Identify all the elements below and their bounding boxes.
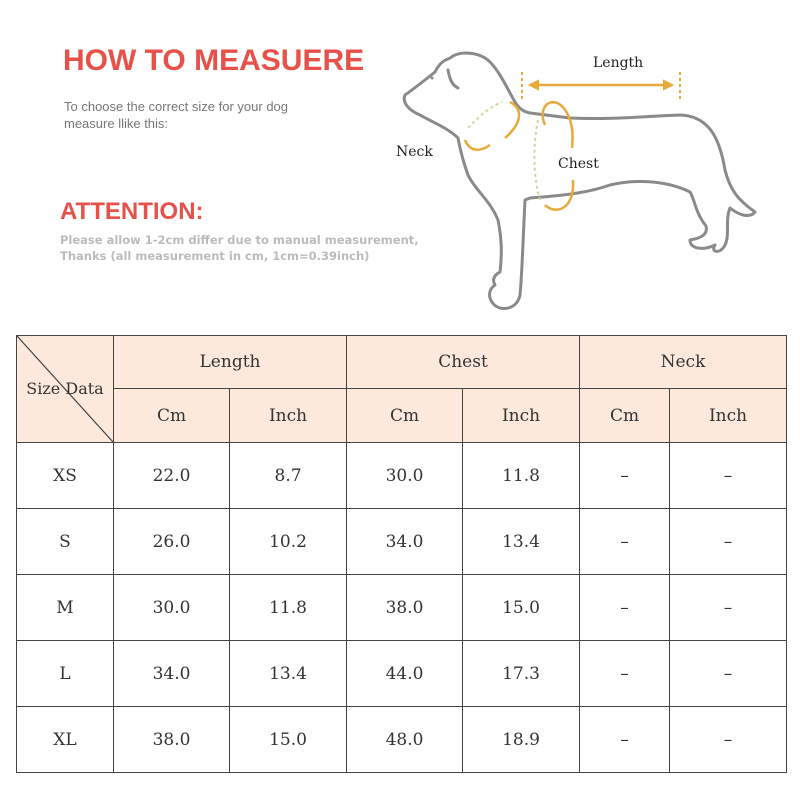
value-cell: – bbox=[670, 443, 787, 509]
header-row-units bbox=[17, 389, 787, 443]
value-cell: 34.0 bbox=[347, 509, 463, 575]
value-cell: 10.2 bbox=[230, 509, 347, 575]
size-cell: L bbox=[17, 641, 114, 707]
attention-line-1: Please allow 1-2cm differ due to manual measurement, bbox=[60, 233, 419, 247]
attention-note bbox=[60, 232, 419, 264]
value-cell: – bbox=[580, 443, 670, 509]
value-cell: 38.0 bbox=[347, 575, 463, 641]
value-cell: – bbox=[670, 509, 787, 575]
value-cell: 30.0 bbox=[114, 575, 230, 641]
dog-outline-icon bbox=[404, 53, 755, 308]
header-row-groups bbox=[17, 336, 787, 389]
value-cell: 30.0 bbox=[347, 443, 463, 509]
unit-header: Cm bbox=[347, 389, 463, 443]
value-cell: – bbox=[580, 575, 670, 641]
value-cell: 34.0 bbox=[114, 641, 230, 707]
size-cell: S bbox=[17, 509, 114, 575]
dog-eye-icon bbox=[431, 77, 434, 80]
unit-header: Inch bbox=[463, 389, 580, 443]
value-cell: – bbox=[670, 641, 787, 707]
value-cell: 22.0 bbox=[114, 443, 230, 509]
value-cell: 11.8 bbox=[230, 575, 347, 641]
chest-label: Chest bbox=[558, 156, 599, 172]
value-cell: 44.0 bbox=[347, 641, 463, 707]
table-row bbox=[17, 575, 787, 641]
subtitle-line-1: To choose the correct size for your dog bbox=[64, 99, 289, 114]
value-cell: 15.0 bbox=[463, 575, 580, 641]
value-cell: 11.8 bbox=[463, 443, 580, 509]
attention-heading: ATTENTION: bbox=[60, 198, 204, 225]
group-length: Length bbox=[114, 336, 347, 389]
attention-line-2: Thanks (all measurement in cm, 1cm=0.39inch) bbox=[60, 249, 370, 263]
page-title: HOW TO MEASUERE bbox=[63, 44, 365, 77]
value-cell: 48.0 bbox=[347, 707, 463, 773]
table-row bbox=[17, 707, 787, 773]
size-cell: XS bbox=[17, 443, 114, 509]
size-cell: M bbox=[17, 575, 114, 641]
value-cell: – bbox=[580, 707, 670, 773]
dog-measurement-diagram bbox=[390, 40, 770, 330]
corner-cell bbox=[17, 336, 114, 443]
size-chart-table bbox=[16, 335, 787, 773]
table-row bbox=[17, 443, 787, 509]
value-cell: 8.7 bbox=[230, 443, 347, 509]
table-row bbox=[17, 509, 787, 575]
value-cell: 18.9 bbox=[463, 707, 580, 773]
value-cell: 26.0 bbox=[114, 509, 230, 575]
size-cell: XL bbox=[17, 707, 114, 773]
subtitle bbox=[64, 98, 364, 132]
value-cell: 15.0 bbox=[230, 707, 347, 773]
value-cell: – bbox=[670, 575, 787, 641]
subtitle-line-2: measure llike this: bbox=[64, 116, 169, 131]
neck-label: Neck bbox=[396, 144, 433, 160]
value-cell: – bbox=[580, 641, 670, 707]
value-cell: 38.0 bbox=[114, 707, 230, 773]
unit-header: Inch bbox=[230, 389, 347, 443]
value-cell: – bbox=[670, 707, 787, 773]
unit-header: Cm bbox=[114, 389, 230, 443]
measure-markers-icon bbox=[465, 72, 680, 210]
length-label: Length bbox=[593, 55, 644, 71]
value-cell: – bbox=[580, 509, 670, 575]
unit-header: Inch bbox=[670, 389, 787, 443]
value-cell: 17.3 bbox=[463, 641, 580, 707]
group-neck: Neck bbox=[580, 336, 787, 389]
group-chest: Chest bbox=[347, 336, 580, 389]
value-cell: 13.4 bbox=[230, 641, 347, 707]
corner-label: Size Data bbox=[26, 379, 104, 398]
value-cell: 13.4 bbox=[463, 509, 580, 575]
table-row bbox=[17, 641, 787, 707]
unit-header: Cm bbox=[580, 389, 670, 443]
